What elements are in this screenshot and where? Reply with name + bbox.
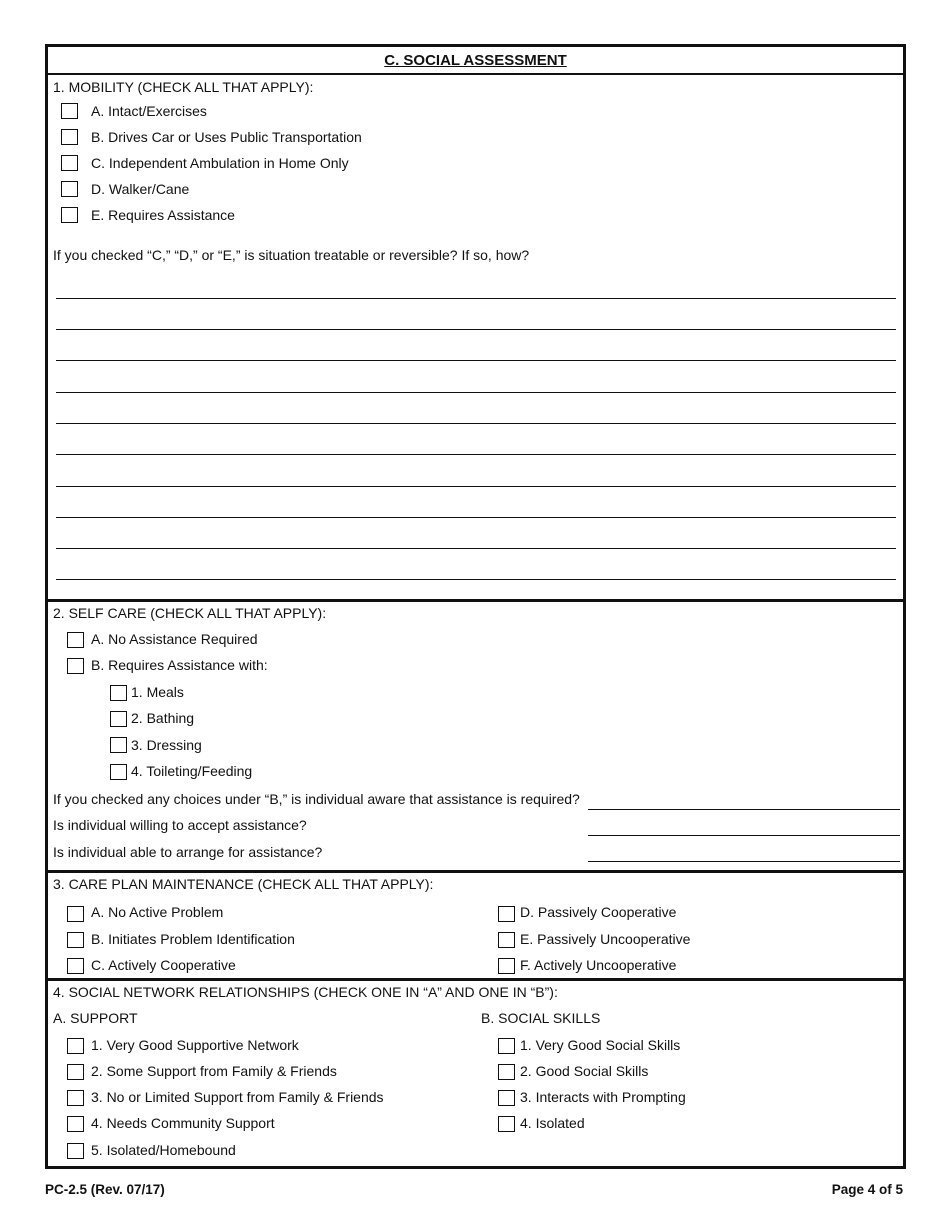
self-care-question-willing: Is individual willing to accept assistance? xyxy=(53,817,307,833)
mobility-option-d: D. Walker/Cane xyxy=(91,181,190,197)
skills-checkbox-4[interactable] xyxy=(498,1116,515,1132)
answer-line[interactable] xyxy=(56,392,896,393)
self-care-option-a: A. No Assistance Required xyxy=(91,631,258,647)
mobility-checkbox-e[interactable] xyxy=(61,207,78,223)
care-plan-checkbox-e[interactable] xyxy=(498,932,515,948)
self-care-checkbox-b[interactable] xyxy=(67,658,84,674)
support-option-3: 3. No or Limited Support from Family & Friends xyxy=(91,1089,384,1105)
self-care-checkbox-a[interactable] xyxy=(67,632,84,648)
mobility-option-a: A. Intact/Exercises xyxy=(91,103,207,119)
section-title: C. SOCIAL ASSESSMENT xyxy=(48,47,903,75)
care-plan-option-e: E. Passively Uncooperative xyxy=(520,931,691,947)
self-care-checkbox-dressing[interactable] xyxy=(110,737,127,753)
answer-line[interactable] xyxy=(56,486,896,487)
answer-line[interactable] xyxy=(56,548,896,549)
skills-option-2: 2. Good Social Skills xyxy=(520,1063,649,1079)
mobility-heading: 1. MOBILITY (CHECK ALL THAT APPLY): xyxy=(53,79,314,95)
answer-line[interactable] xyxy=(56,329,896,330)
mobility-checkbox-d[interactable] xyxy=(61,181,78,197)
mobility-checkbox-b[interactable] xyxy=(61,129,78,145)
self-care-checkbox-bathing[interactable] xyxy=(110,711,127,727)
self-care-option-b: B. Requires Assistance with: xyxy=(91,657,268,673)
skills-option-3: 3. Interacts with Prompting xyxy=(520,1089,686,1105)
section-divider xyxy=(48,978,903,981)
care-plan-checkbox-c[interactable] xyxy=(67,958,84,974)
answer-line[interactable] xyxy=(56,298,896,299)
support-option-1: 1. Very Good Supportive Network xyxy=(91,1037,299,1053)
skills-option-1: 1. Very Good Social Skills xyxy=(520,1037,681,1053)
page-number: Page 4 of 5 xyxy=(831,1182,903,1197)
answer-line[interactable] xyxy=(56,454,896,455)
care-plan-option-f: F. Actively Uncooperative xyxy=(520,957,677,973)
self-care-question-arrange: Is individual able to arrange for assistance? xyxy=(53,844,323,860)
support-option-2: 2. Some Support from Family & Friends xyxy=(91,1063,337,1079)
support-option-4: 4. Needs Community Support xyxy=(91,1115,275,1131)
care-plan-option-c: C. Actively Cooperative xyxy=(91,957,236,973)
self-care-sub-bathing: 2. Bathing xyxy=(131,710,195,726)
self-care-sub-dressing: 3. Dressing xyxy=(131,737,202,753)
answer-line-arrange[interactable] xyxy=(588,861,900,862)
care-plan-checkbox-f[interactable] xyxy=(498,958,515,974)
support-checkbox-5[interactable] xyxy=(67,1143,84,1159)
form-id: PC-2.5 (Rev. 07/17) xyxy=(45,1182,165,1197)
care-plan-heading: 3. CARE PLAN MAINTENANCE (CHECK ALL THAT APPLY): xyxy=(53,876,434,892)
support-checkbox-3[interactable] xyxy=(67,1090,84,1106)
section-divider xyxy=(48,870,903,873)
support-option-5: 5. Isolated/Homebound xyxy=(91,1142,236,1158)
mobility-option-c: C. Independent Ambulation in Home Only xyxy=(91,155,349,171)
self-care-checkbox-meals[interactable] xyxy=(110,685,127,701)
answer-line[interactable] xyxy=(56,360,896,361)
skills-checkbox-3[interactable] xyxy=(498,1090,515,1106)
support-checkbox-1[interactable] xyxy=(67,1038,84,1054)
care-plan-checkbox-d[interactable] xyxy=(498,906,515,922)
mobility-checkbox-c[interactable] xyxy=(61,155,78,171)
self-care-sub-meals: 1. Meals xyxy=(131,684,184,700)
self-care-question-aware: If you checked any choices under “B,” is individual aware that assistance is required? xyxy=(53,791,580,807)
care-plan-option-d: D. Passively Cooperative xyxy=(520,904,677,920)
social-assessment-form xyxy=(45,44,906,1169)
self-care-checkbox-toileting[interactable] xyxy=(110,764,127,780)
answer-line[interactable] xyxy=(56,517,896,518)
care-plan-checkbox-a[interactable] xyxy=(67,906,84,922)
care-plan-checkbox-b[interactable] xyxy=(67,932,84,948)
answer-line[interactable] xyxy=(56,579,896,580)
answer-line-willing[interactable] xyxy=(588,835,900,836)
social-skills-heading: B. SOCIAL SKILLS xyxy=(481,1010,601,1026)
mobility-option-b: B. Drives Car or Uses Public Transportation xyxy=(91,129,362,145)
skills-checkbox-2[interactable] xyxy=(498,1064,515,1080)
skills-checkbox-1[interactable] xyxy=(498,1038,515,1054)
support-checkbox-2[interactable] xyxy=(67,1064,84,1080)
answer-line[interactable] xyxy=(56,423,896,424)
social-network-heading: 4. SOCIAL NETWORK RELATIONSHIPS (CHECK ONE IN “A” AND ONE IN “B”): xyxy=(53,984,558,1000)
support-heading: A. SUPPORT xyxy=(53,1010,138,1026)
support-checkbox-4[interactable] xyxy=(67,1116,84,1132)
skills-option-4: 4. Isolated xyxy=(520,1115,585,1131)
mobility-question: If you checked “C,” “D,” or “E,” is situation treatable or reversible? If so, how? xyxy=(53,247,530,263)
self-care-sub-toileting: 4. Toileting/Feeding xyxy=(131,763,253,779)
mobility-checkbox-a[interactable] xyxy=(61,103,78,119)
care-plan-option-b: B. Initiates Problem Identification xyxy=(91,931,295,947)
answer-line-aware[interactable] xyxy=(588,809,900,810)
self-care-heading: 2. SELF CARE (CHECK ALL THAT APPLY): xyxy=(53,605,327,621)
care-plan-option-a: A. No Active Problem xyxy=(91,904,224,920)
mobility-option-e: E. Requires Assistance xyxy=(91,207,235,223)
section-divider xyxy=(48,599,903,602)
